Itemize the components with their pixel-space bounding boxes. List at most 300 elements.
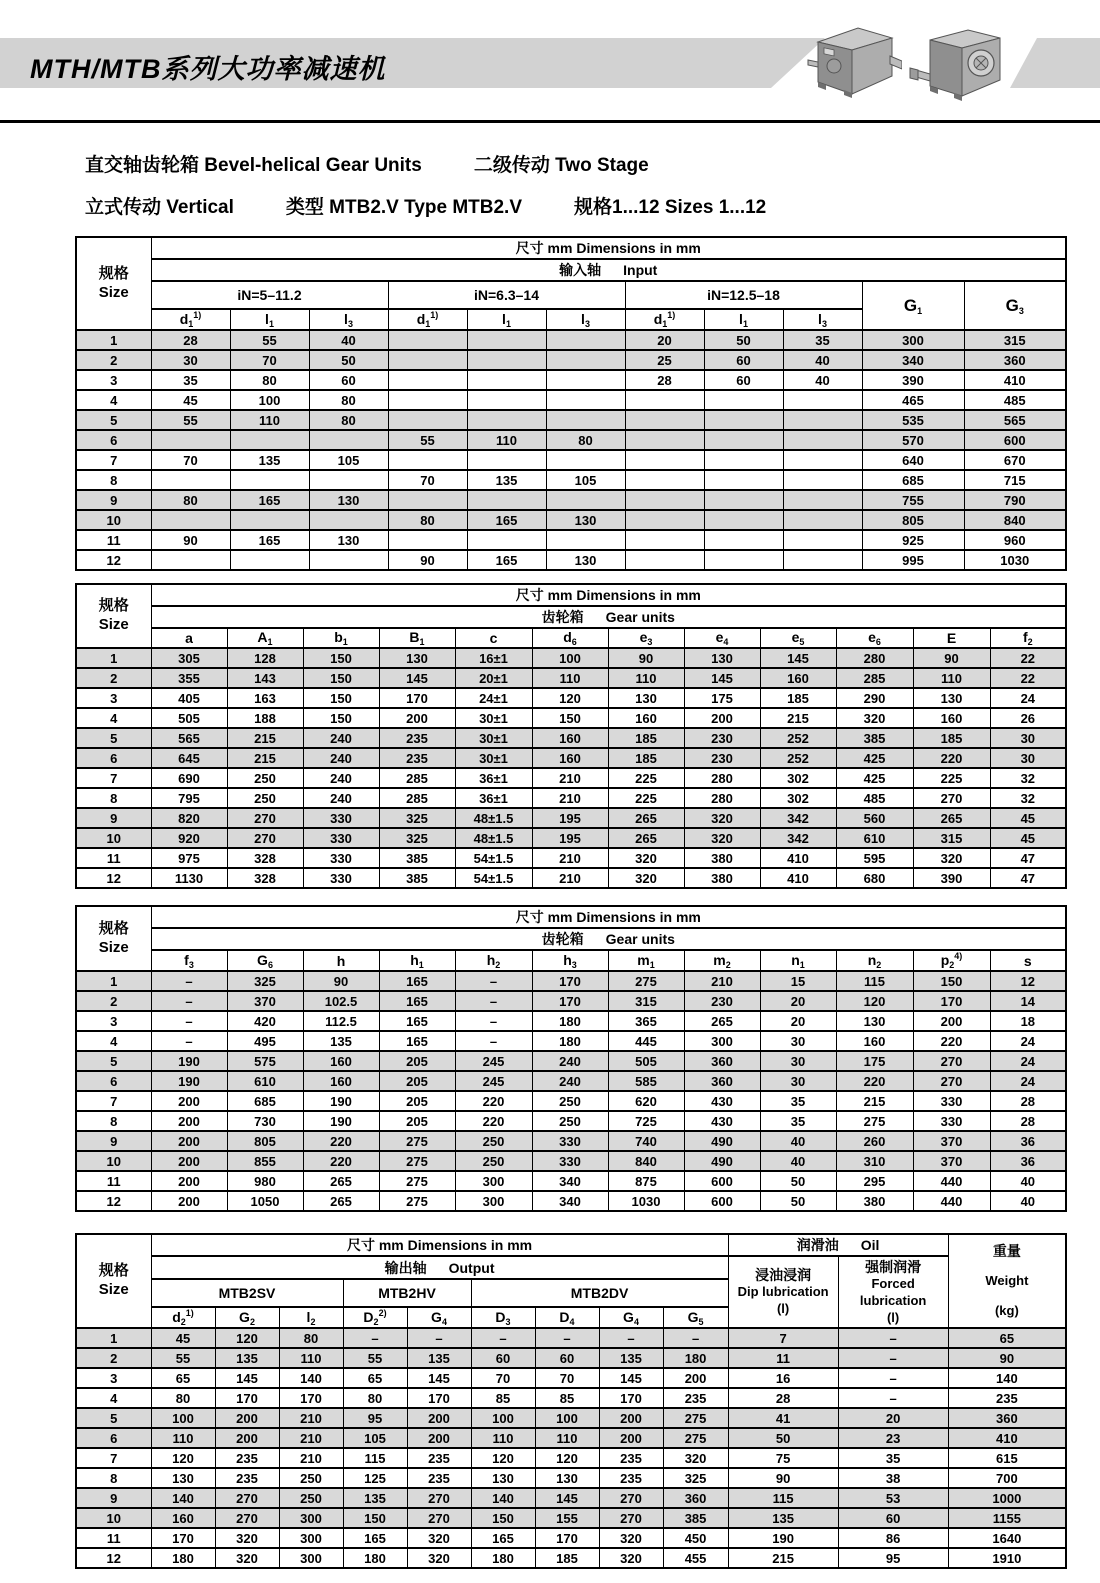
table-cell: 330: [532, 1151, 608, 1171]
table-cell: 24: [990, 1051, 1066, 1071]
table-cell: 170: [407, 1388, 471, 1408]
table-cell: 250: [279, 1488, 343, 1508]
table-cell: 700: [948, 1468, 1066, 1488]
table-section-title: 尺寸 mm Dimensions in mm: [151, 584, 1066, 606]
size-column-header: [76, 237, 151, 330]
table-cell: [230, 470, 309, 490]
table-cell: 410: [948, 1428, 1066, 1448]
table-cell: [467, 370, 546, 390]
table-cell: 185: [760, 688, 836, 708]
row-size-cell: 2: [76, 350, 151, 370]
table-cell: 390: [862, 370, 964, 390]
table-cell: 600: [684, 1191, 760, 1211]
table-cell: 25: [625, 350, 704, 370]
table-cell: 40: [760, 1151, 836, 1171]
table-cell: [783, 530, 862, 550]
table-cell: 80: [343, 1388, 407, 1408]
table-cell: 565: [151, 728, 227, 748]
subscript: 1: [425, 319, 431, 329]
subscript: 1: [268, 318, 274, 329]
table-cell: 170: [379, 688, 455, 708]
table-cell: 325: [663, 1468, 728, 1488]
table-row: [76, 1031, 1066, 1051]
table-cell: 170: [532, 971, 608, 991]
table-cell: 465: [862, 390, 964, 410]
product-images: [806, 18, 1006, 110]
table-cell: [467, 530, 546, 550]
table-row: [76, 1071, 1066, 1091]
table-cell: –: [455, 1031, 532, 1051]
table-cell: 90: [728, 1468, 838, 1488]
table-cell: –: [838, 1328, 948, 1348]
table-cell: –: [471, 1328, 535, 1348]
table-section-title: [151, 928, 1066, 950]
column-header: $d_1^{1)}$: [625, 309, 704, 330]
table-cell: 36±1: [455, 768, 532, 788]
section-title-en: Gear units: [605, 609, 675, 625]
subscript: 1: [188, 319, 194, 329]
table-cell: 250: [279, 1468, 343, 1488]
table-cell: 100: [471, 1408, 535, 1428]
table-cell: 30: [760, 1071, 836, 1091]
table-cell: 65: [343, 1368, 407, 1388]
size-label-en: Size: [98, 616, 129, 633]
table-cell: 150: [343, 1508, 407, 1528]
table-cell: 250: [227, 788, 303, 808]
table-cell: [625, 410, 704, 430]
row-size-cell: 7: [76, 1091, 151, 1111]
table-cell: 102.5: [303, 991, 379, 1011]
table-cell: 80: [546, 430, 625, 450]
table-row: [76, 390, 1066, 410]
table-cell: 200: [151, 1151, 227, 1171]
table-cell: –: [838, 1348, 948, 1368]
table-cell: 180: [532, 1011, 608, 1031]
table-cell: 680: [836, 868, 913, 888]
table-cell: 110: [535, 1428, 599, 1448]
table-cell: 270: [227, 808, 303, 828]
table-row: [76, 1191, 1066, 1211]
table-cell: 235: [407, 1448, 471, 1468]
table-cell: 220: [836, 1071, 913, 1091]
table-cell: 190: [303, 1091, 379, 1111]
table-cell: 110: [913, 668, 990, 688]
table-cell: 265: [608, 828, 684, 848]
table-cell: 715: [964, 470, 1066, 490]
column-group-header: MTB2SV: [151, 1279, 343, 1307]
table-cell: 60: [704, 370, 783, 390]
table-cell: 280: [836, 648, 913, 668]
table-cell: [783, 390, 862, 410]
table-cell: 645: [151, 748, 227, 768]
row-size-cell: 11: [76, 1528, 151, 1548]
table-cell: 200: [215, 1408, 279, 1428]
table-cell: 165: [471, 1528, 535, 1548]
table-cell: 135: [215, 1348, 279, 1368]
table-cell: 15: [760, 971, 836, 991]
table-cell: 170: [913, 991, 990, 1011]
table-cell: 28: [990, 1091, 1066, 1111]
table-row: [76, 1468, 1066, 1488]
table-row: [76, 828, 1066, 848]
table-cell: 35: [783, 330, 862, 350]
table-body: [76, 971, 1066, 1211]
table-cell: 185: [608, 728, 684, 748]
table-cell: 245: [455, 1071, 532, 1091]
table-cell: 135: [230, 450, 309, 470]
table-cell: 165: [343, 1528, 407, 1548]
table-cell: [309, 510, 388, 530]
column-header: $f_2$: [990, 628, 1066, 648]
table-cell: 235: [379, 748, 455, 768]
table-cell: 165: [230, 490, 309, 510]
table-cell: 160: [532, 728, 608, 748]
table-cell: 240: [532, 1051, 608, 1071]
row-size-cell: 5: [76, 410, 151, 430]
row-size-cell: 11: [76, 530, 151, 550]
table-cell: 270: [407, 1508, 471, 1528]
table-cell: 75: [728, 1448, 838, 1468]
table-cell: 180: [151, 1548, 215, 1568]
table-cell: 565: [964, 410, 1066, 430]
table-cell: 210: [532, 848, 608, 868]
table-cell: 410: [760, 868, 836, 888]
table-cell: 425: [836, 748, 913, 768]
stacked-header: [948, 1234, 1066, 1328]
table-cell: 60: [471, 1348, 535, 1368]
table-cell: 570: [862, 430, 964, 450]
table-cell: 505: [608, 1051, 684, 1071]
table-cell: 385: [836, 728, 913, 748]
table-cell: 215: [227, 728, 303, 748]
table-cell: 145: [684, 668, 760, 688]
table-cell: 300: [455, 1191, 532, 1211]
section-title-cn: 齿轮箱: [541, 609, 584, 625]
table-cell: 20: [760, 991, 836, 1011]
table-cell: 40: [309, 330, 388, 350]
subscript: 1: [662, 319, 668, 329]
stacked-header: [838, 1256, 948, 1328]
stacked-line: (l): [776, 1301, 790, 1317]
table-cell: 690: [151, 768, 227, 788]
table-cell: [388, 330, 467, 350]
table-cell: 16±1: [455, 648, 532, 668]
table-row: [76, 1508, 1066, 1528]
stacked-line: 重量: [992, 1242, 1021, 1259]
table-cell: [546, 410, 625, 430]
table-cell: 170: [599, 1388, 663, 1408]
table-cell: 190: [151, 1051, 227, 1071]
table-row: [76, 748, 1066, 768]
table-cell: 560: [836, 808, 913, 828]
table-cell: 1155: [948, 1508, 1066, 1528]
row-size-cell: 2: [76, 991, 151, 1011]
table-cell: 225: [608, 788, 684, 808]
table-cell: 115: [728, 1488, 838, 1508]
table-cell: 200: [663, 1368, 728, 1388]
table-cell: [151, 510, 230, 530]
row-size-cell: 10: [76, 1151, 151, 1171]
table-cell: 250: [455, 1131, 532, 1151]
table-cell: 975: [151, 848, 227, 868]
subscript: 3: [1018, 305, 1024, 316]
table-cell: 380: [836, 1191, 913, 1211]
table-cell: 35: [760, 1111, 836, 1131]
table-cell: 575: [227, 1051, 303, 1071]
table-cell: 16: [728, 1368, 838, 1388]
table-cell: 130: [309, 490, 388, 510]
table-cell: 50: [309, 350, 388, 370]
subscript: 6: [571, 637, 577, 647]
table-cell: 24: [990, 1071, 1066, 1091]
subscript: 2: [495, 959, 501, 970]
table-cell: –: [151, 1031, 227, 1051]
table-cell: 40: [783, 350, 862, 370]
table-cell: 200: [151, 1191, 227, 1211]
table-cell: [783, 490, 862, 510]
table-row: [76, 1548, 1066, 1568]
table-cell: 210: [532, 768, 608, 788]
column-header: $d_2^{1)}$: [151, 1307, 215, 1328]
table-cell: 340: [862, 350, 964, 370]
table-cell: 235: [599, 1448, 663, 1468]
table-cell: 120: [836, 991, 913, 1011]
table-cell: 45: [151, 390, 230, 410]
table-cell: 200: [215, 1428, 279, 1448]
stacked-line: (kg): [994, 1303, 1019, 1319]
table-cell: 220: [303, 1131, 379, 1151]
table-cell: 45: [990, 828, 1066, 848]
table-cell: 120: [215, 1328, 279, 1348]
table-cell: 24±1: [455, 688, 532, 708]
table-cell: 7: [728, 1328, 838, 1348]
table-cell: 115: [836, 971, 913, 991]
table-cell: 270: [407, 1488, 471, 1508]
table-cell: 1050: [227, 1191, 303, 1211]
table-cell: [625, 450, 704, 470]
row-size-cell: 8: [76, 1111, 151, 1131]
table-cell: 440: [913, 1171, 990, 1191]
row-size-cell: 9: [76, 490, 151, 510]
table-cell: 205: [379, 1071, 455, 1091]
table-head: [76, 1234, 1066, 1328]
column-header: $m_1$: [608, 950, 684, 971]
subscript: 6: [875, 637, 881, 647]
table-cell: 980: [227, 1171, 303, 1191]
size-label-cn: 规格: [98, 919, 129, 937]
table-body: [76, 648, 1066, 888]
table-cell: [546, 390, 625, 410]
table-cell: 28: [625, 370, 704, 390]
table-cell: 165: [379, 971, 455, 991]
table-cell: 205: [379, 1091, 455, 1111]
table-cell: 30: [760, 1051, 836, 1071]
column-header: $b_1$: [303, 628, 379, 648]
subscript: 4: [569, 1316, 575, 1327]
table-cell: 145: [535, 1488, 599, 1508]
column-header: $G_5$: [663, 1307, 728, 1328]
row-size-cell: 4: [76, 1031, 151, 1051]
table-cell: 163: [227, 688, 303, 708]
table-cell: 215: [760, 708, 836, 728]
subscript: 1: [418, 959, 424, 970]
table-cell: [467, 390, 546, 410]
table-cell: [783, 550, 862, 570]
table-cell: 90: [303, 971, 379, 991]
column-header: $p_2^{4)}$: [913, 950, 990, 971]
table-cell: 200: [379, 708, 455, 728]
gearbox-image-1: [806, 18, 902, 110]
row-size-cell: 5: [76, 1051, 151, 1071]
table-cell: 90: [608, 648, 684, 668]
table-cell: 90: [388, 550, 467, 570]
table-cell: 47: [990, 848, 1066, 868]
table-cell: 60: [535, 1348, 599, 1368]
table-cell: 135: [728, 1508, 838, 1528]
table-cell: [704, 390, 783, 410]
table-cell: 370: [913, 1131, 990, 1151]
subscript: 3: [347, 318, 353, 329]
row-size-cell: 6: [76, 1428, 151, 1448]
table-cell: 100: [535, 1408, 599, 1428]
table-cell: 585: [608, 1071, 684, 1091]
table-cell: 155: [535, 1508, 599, 1528]
table-cell: [388, 370, 467, 390]
row-size-cell: 8: [76, 470, 151, 490]
table-cell: 325: [379, 808, 455, 828]
table-cell: 150: [303, 688, 379, 708]
column-header: $n_2$: [836, 950, 913, 971]
table-cell: 28: [728, 1388, 838, 1408]
size-column-header: [76, 584, 151, 648]
table-cell: 110: [608, 668, 684, 688]
stacked-line: 浸油浸润: [755, 1267, 812, 1284]
table-cell: [783, 430, 862, 450]
table-cell: 275: [379, 1171, 455, 1191]
row-size-cell: 10: [76, 510, 151, 530]
table-cell: 150: [913, 971, 990, 991]
table-cell: 70: [471, 1368, 535, 1388]
table-cell: 360: [684, 1051, 760, 1071]
table-cell: 110: [471, 1428, 535, 1448]
table-cell: 240: [303, 788, 379, 808]
table-cell: [388, 410, 467, 430]
table-cell: –: [599, 1328, 663, 1348]
table-cell: 40: [783, 370, 862, 390]
table-cell: 130: [379, 648, 455, 668]
table-cell: 115: [343, 1448, 407, 1468]
table-cell: 420: [227, 1011, 303, 1031]
table-cell: 265: [608, 808, 684, 828]
row-size-cell: 1: [76, 971, 151, 991]
table-cell: –: [455, 991, 532, 1011]
table-cell: 320: [407, 1548, 471, 1568]
table-cell: 300: [455, 1171, 532, 1191]
table-cell: 330: [303, 848, 379, 868]
table-cell: 80: [388, 510, 467, 530]
table-cell: 245: [455, 1051, 532, 1071]
table-cell: 150: [303, 648, 379, 668]
table-cell: 342: [760, 808, 836, 828]
table-cell: [783, 410, 862, 430]
table-row: [76, 868, 1066, 888]
section-title-en: Output: [448, 1259, 495, 1276]
subscript: 2: [876, 959, 882, 970]
table-cell: 355: [151, 668, 227, 688]
gear-unit-dimensions-table-1: [75, 583, 1067, 889]
table-cell: 280: [684, 768, 760, 788]
column-header: s: [990, 950, 1066, 971]
table-cell: 200: [151, 1131, 227, 1151]
table-cell: 270: [599, 1508, 663, 1528]
table-row: [76, 1111, 1066, 1131]
table-cell: 240: [303, 748, 379, 768]
table-cell: 485: [836, 788, 913, 808]
stacked-header: [728, 1256, 838, 1328]
size-label-cn: 规格: [98, 597, 129, 615]
table-cell: 47: [990, 868, 1066, 888]
table-cell: [546, 370, 625, 390]
row-size-cell: 1: [76, 648, 151, 668]
row-size-cell: 2: [76, 1348, 151, 1368]
table-cell: 135: [407, 1348, 471, 1368]
table-cell: 100: [532, 648, 608, 668]
table-cell: 235: [215, 1448, 279, 1468]
table-cell: 215: [227, 748, 303, 768]
table-cell: 440: [913, 1191, 990, 1211]
table-cell: 30: [990, 728, 1066, 748]
table-cell: 330: [303, 868, 379, 888]
table-cell: 790: [964, 490, 1066, 510]
table-cell: [704, 530, 783, 550]
table-cell: 410: [760, 848, 836, 868]
table-cell: 145: [599, 1368, 663, 1388]
table-cell: 160: [913, 708, 990, 728]
column-header: $h_3$: [532, 950, 608, 971]
table-cell: 305: [151, 648, 227, 668]
stacked-line: 强制润滑: [865, 1258, 922, 1275]
table-row: [76, 1488, 1066, 1508]
table-cell: 320: [913, 848, 990, 868]
table-cell: 120: [535, 1448, 599, 1468]
table-cell: 90: [948, 1348, 1066, 1368]
table-cell: 30±1: [455, 748, 532, 768]
row-size-cell: 9: [76, 1131, 151, 1151]
table-cell: 40: [990, 1191, 1066, 1211]
table-cell: 385: [379, 868, 455, 888]
table-cell: 490: [684, 1131, 760, 1151]
table-cell: [388, 450, 467, 470]
table-cell: –: [151, 971, 227, 991]
table-cell: 36: [990, 1131, 1066, 1151]
table-cell: 240: [303, 728, 379, 748]
table-cell: 20: [625, 330, 704, 350]
table-cell: 320: [684, 808, 760, 828]
size-label-en: Size: [98, 283, 129, 301]
table-cell: –: [663, 1328, 728, 1348]
table-cell: 20: [760, 1011, 836, 1031]
table-cell: 180: [663, 1348, 728, 1368]
table-cell: 160: [836, 1031, 913, 1051]
table-cell: 275: [608, 971, 684, 991]
table-cell: [783, 450, 862, 470]
table-cell: 120: [151, 1448, 215, 1468]
table-cell: 250: [532, 1111, 608, 1131]
table-row: [76, 410, 1066, 430]
table-cell: 270: [913, 1071, 990, 1091]
table-cell: 220: [913, 748, 990, 768]
header-row: [76, 281, 1066, 309]
